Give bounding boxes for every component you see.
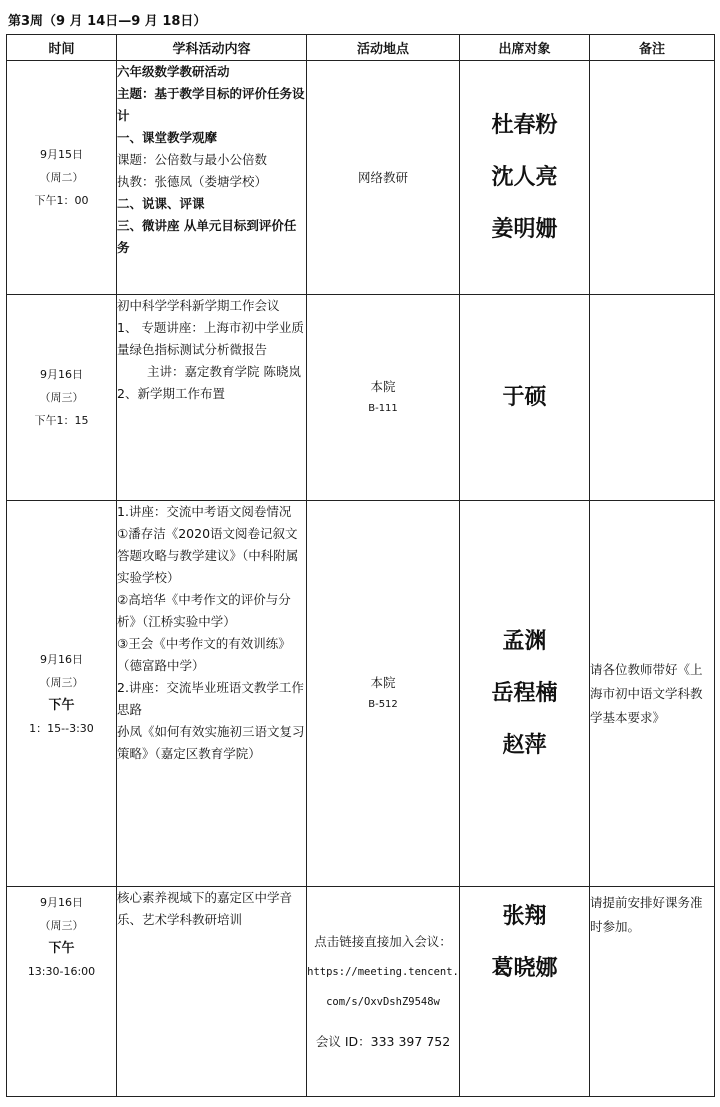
weekday: （周三） xyxy=(39,675,84,689)
attendee: 杜春粉 xyxy=(491,112,558,138)
period: 下午 xyxy=(48,941,75,956)
table-row xyxy=(7,887,715,1097)
attendee: 姜明姗 xyxy=(491,216,558,242)
header-location: 活动地点 xyxy=(307,35,460,61)
location-line: 本院 xyxy=(370,674,396,690)
attendee: 沈人亮 xyxy=(491,164,558,190)
attendees-cell xyxy=(460,61,590,295)
attendee: 孟渊 xyxy=(502,628,547,654)
start-time: 下午1：15 xyxy=(34,414,89,427)
content-line: 三、微讲座 从单元目标到评价任务 xyxy=(117,218,297,255)
location-line: 本院 xyxy=(370,378,396,394)
attendees-cell xyxy=(460,501,590,887)
content-line: 初中科学学科新学期工作会议 xyxy=(117,298,280,313)
date: 9月16日 xyxy=(40,652,83,666)
content-cell xyxy=(117,295,307,501)
table-row xyxy=(7,295,715,501)
content-line: 课题：公倍数与最小公倍数 xyxy=(117,152,268,167)
content-line: 二、说课、评课 xyxy=(117,196,205,211)
weekday: （周三） xyxy=(39,919,84,932)
attendee: 赵萍 xyxy=(502,732,547,758)
room-number: B-111 xyxy=(368,402,398,414)
content-line: 执教：张德凤（娄塘学校） xyxy=(117,174,268,189)
meeting-id: 会议 ID：333 397 752 xyxy=(315,1033,451,1049)
attendees-cell xyxy=(460,887,590,1097)
content-cell xyxy=(117,61,307,295)
period: 下午 xyxy=(48,697,75,713)
content-line: 孙凤《如何有效实施初三语文复习策略》（嘉定区教育学院） xyxy=(117,724,305,761)
table-row xyxy=(7,61,715,295)
header-time: 时间 xyxy=(7,35,117,61)
attendee: 于硕 xyxy=(502,384,547,410)
content-cell xyxy=(117,887,307,1097)
note-cell: 请各位教师带好《上海市初中语文学科教学基本要求》 xyxy=(590,501,715,887)
date: 9月16日 xyxy=(40,368,83,381)
location-cell xyxy=(307,887,460,1097)
header-attendees: 出席对象 xyxy=(460,35,590,61)
weekday: （周二） xyxy=(39,171,84,184)
content-line: 核心素养视域下的嘉定区中学音乐、艺术学科教研培训 xyxy=(117,890,293,927)
note-cell: 请提前安排好课务准时参加。 xyxy=(590,887,715,1097)
location-cell xyxy=(307,501,460,887)
content-line: 1、 专题讲座：上海市初中学业质量绿色指标测试分析微报告 xyxy=(117,320,304,357)
date: 9月15日 xyxy=(40,148,83,161)
content-line: ①潘存洁《2020语文阅卷记叙文答题攻略与教学建议》（中科附属实验学校） xyxy=(117,526,299,585)
meeting-link-prompt: 点击链接直接加入会议： xyxy=(314,933,452,949)
content-line: 主讲：嘉定教育学院 陈晓岚 xyxy=(147,364,301,379)
schedule-table xyxy=(6,34,715,1097)
time-cell xyxy=(7,295,117,501)
attendee: 张翔 xyxy=(502,904,547,929)
content-line: 2.讲座：交流毕业班语文教学工作思路 xyxy=(117,680,304,717)
location-line: 网络教研 xyxy=(357,169,408,185)
time-cell xyxy=(7,887,117,1097)
content-line: 一、课堂教学观摩 xyxy=(117,130,218,145)
note-cell xyxy=(590,295,715,501)
table-row xyxy=(7,501,715,887)
content-line: 2、新学期工作布置 xyxy=(117,386,225,401)
content-cell xyxy=(117,501,307,887)
note-cell xyxy=(590,61,715,295)
header-note: 备注 xyxy=(590,35,715,61)
week-title: 第3周（9 月 14日—9 月 18日） xyxy=(8,14,207,29)
location-cell xyxy=(307,61,460,295)
room-number: B-512 xyxy=(368,698,398,710)
location-cell xyxy=(307,295,460,501)
attendees-cell xyxy=(460,295,590,501)
content-line: 六年级数学教研活动 xyxy=(117,64,230,79)
date: 9月16日 xyxy=(40,896,83,909)
time-range: 1：15--3:30 xyxy=(29,721,94,735)
header-row xyxy=(7,35,715,61)
content-line: 1.讲座：交流中考语文阅卷情况 xyxy=(117,504,292,519)
attendee: 葛晓娜 xyxy=(491,956,558,981)
attendee: 岳程楠 xyxy=(491,680,558,706)
header-content: 学科活动内容 xyxy=(117,35,307,61)
time-cell xyxy=(7,61,117,295)
time-range: 13:30-16:00 xyxy=(27,965,96,978)
content-line: ②高培华《中考作文的评价与分析》（江桥实验中学） xyxy=(117,592,291,629)
time-cell xyxy=(7,501,117,887)
weekday: （周三） xyxy=(39,391,84,404)
content-line: ③王会《中考作文的有效训练》（德富路中学） xyxy=(117,636,291,673)
meeting-link[interactable]: https://meeting.tencent.com/s/OxvDshZ9548w xyxy=(307,965,459,1008)
content-line: 主题：基于教学目标的评价任务设计 xyxy=(117,86,305,123)
start-time: 下午1：00 xyxy=(34,194,89,207)
